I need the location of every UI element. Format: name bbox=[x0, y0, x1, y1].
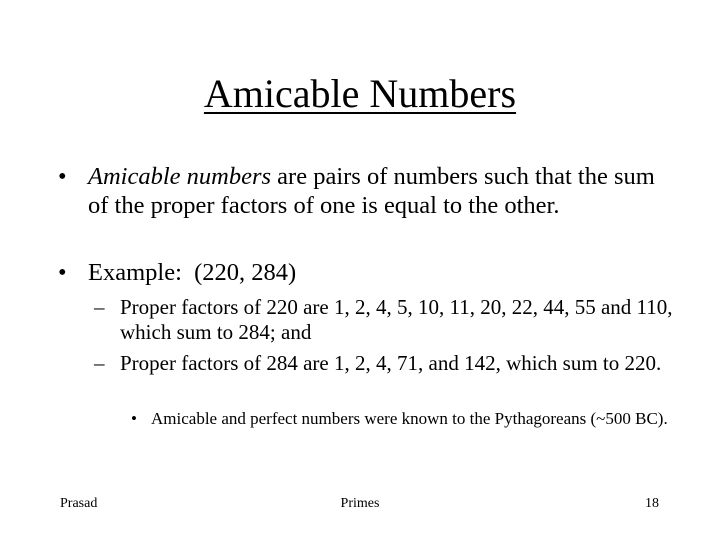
bullet-marker: • bbox=[58, 259, 67, 286]
bullet-marker: • bbox=[58, 163, 67, 190]
sub-bullet-text: Proper factors of 220 are 1, 2, 4, 5, 10, 11, 20, 22, 44, 55 and 110, which sum to 284; and bbox=[120, 295, 673, 344]
slide-title bbox=[0, 70, 720, 118]
bullet-text: Example: (220, 284) bbox=[88, 259, 297, 286]
footer-page-number: 18 bbox=[645, 496, 659, 511]
sub-bullet-marker: – bbox=[94, 351, 105, 375]
definition-text: are pairs of numbers such that the sum of the proper factors of one is equal to the other. bbox=[88, 163, 655, 219]
footer-author: Prasad bbox=[60, 496, 98, 511]
note-text: Amicable and perfect numbers were known to the Pythagoreans (~500 BC). bbox=[151, 409, 668, 428]
sub-bullet-marker: – bbox=[94, 295, 105, 319]
note-marker: • bbox=[131, 409, 137, 428]
footer-topic: Primes bbox=[340, 496, 380, 511]
bullet-text bbox=[88, 162, 678, 220]
slide-title-text: Amicable Numbers bbox=[203, 71, 517, 116]
emphasis-term: Amicable numbers bbox=[88, 163, 272, 190]
sub-bullet-text: Proper factors of 284 are 1, 2, 4, 71, and 142, which sum to 220. bbox=[120, 351, 662, 375]
